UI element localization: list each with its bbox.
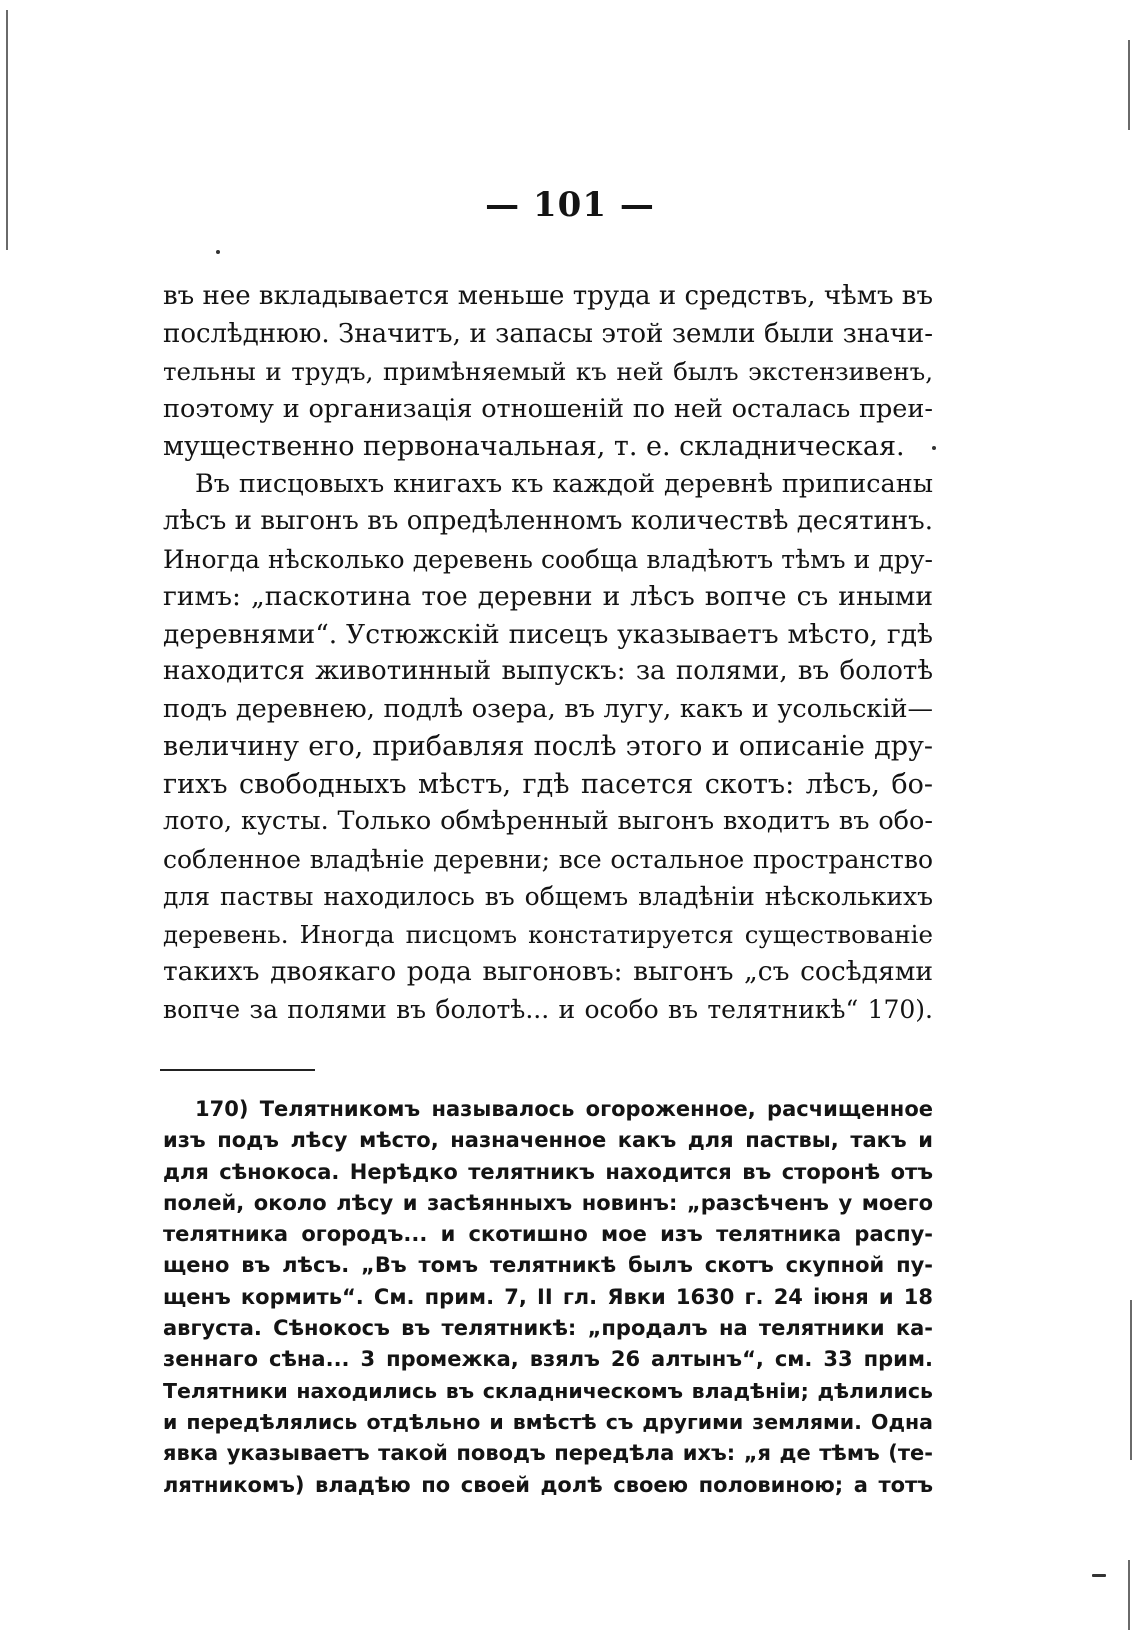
footnote-block [163, 1094, 933, 1501]
text-line: для паствы находилось въ общемъ владѣніи нѣсколькихъ [163, 882, 933, 911]
text-line: въ нее вкладывается меньше труда и средствъ, чѣмъ въ [163, 281, 933, 311]
text-line: поэтому и организація отношеній по ней осталась преи- [163, 393, 933, 424]
footnote-line: явка указываетъ такой поводъ передѣла ихъ: „я де тѣмъ (те- [163, 1441, 933, 1466]
text-line: такихъ двоякаго рода выгоновъ: выгонъ „съ сосѣдями [163, 956, 933, 987]
text-line: находится животинный выпускъ: за полями, въ болотѣ [163, 656, 933, 686]
text-line: тельны и трудъ, примѣняемый къ ней былъ экстензивенъ, [163, 357, 933, 386]
footnote-line: 170) Телятникомъ называлось огороженное, расчищенное [195, 1097, 933, 1121]
text-line: деревень. Иногда писцомъ констатируется существованіе [163, 919, 933, 949]
scan-edge-mark [1128, 1560, 1130, 1630]
text-line: вопче за полями въ болотѣ... и особо въ телятникѣ“ 170). [163, 994, 933, 1024]
footnote-line: полей, около лѣсу и засѣянныхъ новинъ: „разсѣченъ у моего [163, 1190, 933, 1215]
print-speck [216, 250, 220, 254]
footnote-line: изъ подъ лѣсу мѣсто, назначенное какъ для паствы, такъ и [163, 1128, 933, 1153]
text-line: гихъ свободныхъ мѣстъ, гдѣ пасется скотъ: лѣсъ, бо- [163, 768, 933, 800]
footnote-separator [160, 1069, 315, 1071]
footnote-line: телятника огородъ... и скотишно мое изъ телятника распу- [163, 1222, 933, 1247]
text-line: послѣднюю. Значитъ, и запасы этой земли были значи- [163, 318, 933, 349]
text-line: лото, кусты. Только обмѣренный выгонъ входитъ въ обо- [163, 806, 933, 836]
footnote-line: лятникомъ) владѣю по своей долѣ своею половиною; а тотъ [163, 1472, 933, 1497]
text-line: величину его, прибавляя послѣ этого и описаніе дру- [163, 731, 933, 762]
scan-edge-mark [1128, 40, 1130, 130]
footnote-line: Телятники находились въ складническомъ владѣніи; дѣлились [163, 1378, 933, 1403]
footnote-line: зеннаго сѣна... 3 промежка, взялъ 26 алтынъ“, см. 33 прим. [163, 1347, 933, 1372]
footnote-line: и передѣлялись отдѣльно и вмѣстѣ съ другими землями. Одна [163, 1409, 933, 1434]
main-text [163, 278, 933, 1028]
footnote-line: для сѣнокоса. Нерѣдко телятникъ находится въ сторонѣ отъ [163, 1159, 933, 1184]
print-speck [1092, 1574, 1106, 1577]
text-line: лѣсъ и выгонъ въ опредѣленномъ количествѣ десятинъ. [163, 506, 933, 536]
text-line: деревнями“. Устюжскій писецъ указываетъ мѣсто, гдѣ [163, 618, 933, 650]
page-number: — 101 — [485, 185, 655, 225]
text-line: подъ деревнею, подлѣ озера, въ лугу, какъ и усольскій— [163, 693, 933, 724]
text-line: Иногда нѣсколько деревень сообща владѣютъ тѣмъ и дру- [163, 544, 933, 574]
footnote-line: щено въ лѣсъ. „Въ томъ телятникѣ былъ скотъ скупной пу- [163, 1253, 933, 1278]
footnote-line: августа. Сѣнокосъ въ телятникѣ: „продалъ на телятники ка- [163, 1316, 933, 1341]
text-line: собленное владѣніе деревни; все остальное пространство [163, 844, 933, 874]
footnote-line: щенъ кормить“. См. прим. 7, II гл. Явки 1630 г. 24 іюня и 18 [163, 1284, 933, 1309]
text-line: мущественно первоначальная, т. е. складническая. [163, 431, 905, 462]
text-line: Въ писцовыхъ книгахъ къ каждой деревнѣ приписаны [195, 468, 933, 499]
scan-edge-mark [1130, 1300, 1132, 1460]
text-line: гимъ: „паскотина тое деревни и лѣсъ вопче съ иными [163, 581, 933, 612]
